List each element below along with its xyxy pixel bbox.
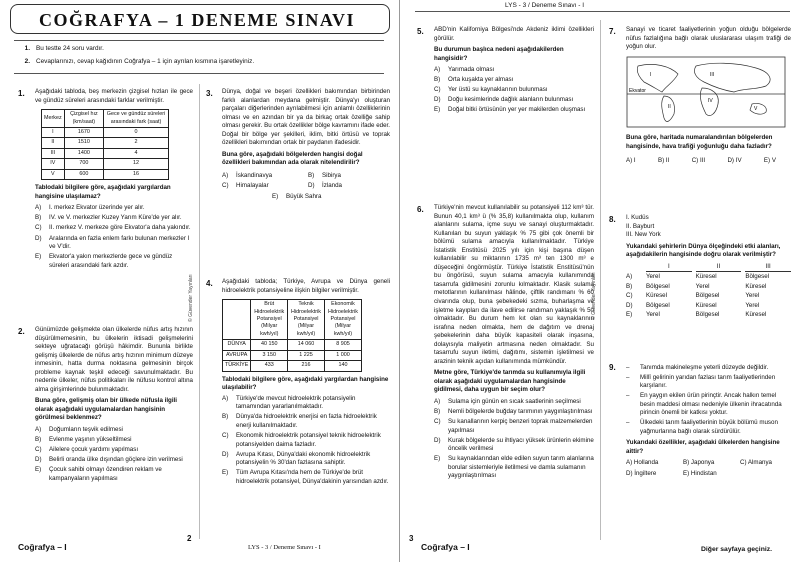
map-region-iii: III [710,71,715,78]
q1-option-d[interactable]: D) Aralarında en fazla enlem farkı bulunan merkezler I ve V'dir. [35,234,190,251]
q7-option-d[interactable]: D) IV [727,157,742,165]
q3-number: 3. [206,89,213,98]
q4-intro: Aşağıdaki tabloda; Türkiye, Avrupa ve Dünya geneli hidroelektrik potansiyeline ilişkin bilgiler verilmiştir. [222,278,390,294]
q9-option-e[interactable]: E) Hindistan [683,470,717,478]
q5-intro: ABD'nin Kaliforniya Bölgesi'nde Akdeniz iklimi özellikleri görülür. [434,26,594,42]
footer-exam-left: LYS - 3 / Deneme Sınavı - I [248,544,321,552]
q5-number: 5. [417,27,424,36]
q7-option-b[interactable]: B) II [657,157,670,165]
footer-subject-left: Coğrafya – I [18,542,67,553]
publisher-mark-left: © Güvender Yayınları [188,274,194,322]
q5-option-c[interactable]: C) Yer üstü su kaynaklarının bulunması [434,86,548,94]
map-region-iv: IV [708,97,713,104]
q3-option-d[interactable]: D) İzlanda [308,182,342,190]
world-map [626,56,786,128]
q4-table: Brüt Hidroelektrik Potansiyel (Milyar kwh/yıl) Teknik Hidroelektrik Potansiyel (Milyar kwh/yıl) Ekonomik Hidroelektrik Potansiyel (Milyar kwh/yıl) DÜNYA 40 150 14 060 8 905 AVRUPA 3 150 1 225 1 000 TÜRKİYE 433 216 140 [222,299,362,372]
q3-stem: Buna göre, aşağıdaki bölgelerden hangisi doğal özellikleri bakımından ada olarak nitelendirilir? [222,150,363,167]
footer-subject-right: Coğrafya – I [421,542,470,553]
q2-option-e[interactable]: E) Çocuk sahibi olmayı özendiren reklam ve kampanyaların yapılması [35,466,162,482]
q1-option-e[interactable]: E) Ekvator'a yakın merkezlerde gece ve gündüz süreleri arasındaki fark azdır. [35,253,173,269]
page-number-right: 3 [409,533,414,543]
question-5 [434,26,594,115]
q1-option-a[interactable]: A) I. merkez Ekvator üzerinde yer alır. [35,204,145,212]
q8-option-a[interactable]: A) [626,273,633,281]
page-title: COĞRAFYA – 1 DENEME SINAVI [39,10,356,30]
q8-stem: Yukarıdaki şehirlerin Dünya ölçeğindeki etki alanları, aşağıdakilerin hangisinde doğru olarak verilmiştir? [626,242,781,259]
equator-label: Ekvator [629,87,646,94]
q4-option-d[interactable]: D) Avrupa Kıtası, Dünya'daki ekonomik hidroelektrik potansiyelin % 30'dan fazlasına sahiptir. [222,450,371,467]
q9-option-c[interactable]: C) Almanya [740,459,772,467]
q6-option-a[interactable]: A) Sulama için günün en sıcak saatlerinin seçilmesi [434,398,581,406]
question-3 [222,88,390,201]
q5-option-a[interactable]: A) Yarımada olması [434,66,495,74]
q9-item-2: – Millî gelirinin yarıdan fazlası tarım faaliyetlerinden karşılanır. [626,373,776,390]
instruction-2: 2. Cevaplarınızı, cevap kağıdının Coğrafya – 1 için ayrılan kısmına işaretleyiniz. [24,57,255,65]
q8-item-1: I. Kudüs [626,214,649,221]
question-9 [626,362,791,479]
q4-option-b[interactable]: B) Dünya'da hidroelektrik enerjisi en fazla hidroelektrik enerji kullanılmaktadır. [222,413,377,429]
q9-options [626,459,791,478]
q8-item-3: III. New York [626,231,661,239]
q6-option-e[interactable]: E) Su kaynaklarından elde edilen suyun tarım alanlarına borular sistemleriyle iletilmesi ve damla sulamanın yaygınlaştırılması [434,455,594,480]
instructions [14,40,384,74]
q8-item-2: II. Bayburt [626,222,655,230]
q3-option-c[interactable]: C) Himalayalar [222,182,269,190]
q6-stem: Metne göre, Türkiye'de tarımda su kullanımıyla ilgili olarak aşağıdaki uygulamalardan hangisinde gidilmesi, daha uygun bir seçim olur? [434,369,586,394]
q2-option-a[interactable]: A) Doğumların teşvik edilmesi [35,426,123,434]
q7-option-a[interactable]: A) I [626,157,636,165]
q1-number: 1. [18,89,25,98]
q7-options [626,157,776,166]
q6-option-d[interactable]: D) Kurak bölgelerde su ihtiyacı yüksek ürünlerin ekimine öncelik verilmesi [434,436,594,453]
q9-option-a[interactable]: A) Hollanda [626,459,659,467]
q2-stem: Buna göre, gelişmiş olan bir ülkede nüfusla ilgili olarak aşağıdaki uygulamalardan hangisinin görülmesi beklenmez? [35,397,177,422]
q6-intro: Türkiye'nin mevcut kullanılabilir su potansiyeli 112 km³ tür. Bunun 40,1 km³ ü (% 35,8) kullanılmakta olup, kullanım alanlarını sulama, içme suyu ve sanayi oluşturmaktadır. Kullanılan bu suyun yaklaşık % 75 gibi çok önemli bir bölümü sulama amacıyla kullanılmaktadır. Türkiye İstatistik Enstitüsü 2025 yılı için kişi başına düşen kullanılabilir su miktarının 1735 m³ ten 1300 m³ e düşeceğini öngörmüştür. Türkiye İstatistik Enstitüsü'nün bu öngörüsü, suyun sulama amacıyla kullanımında tasarrufa gidilmesini zorunlu kılmaktadır. Klasik sulama metotlarının kullanılması hâlinde, çiftlik randımanı % 60 civarında olup, buna şebekedeki sızma, buharlaşma ve işletme kayıpları da ilave edilirse randıman yaklaşık % 50 olmaktadır. Bu durum hem kıt olan su kaynaklarının israfına neden olmakta, hem de dağıtım ve drenaj şebekelerinin daha büyük kapasiteli olarak inşasına, dolayısıyla maliyetin artmasına neden olmaktadır. Su tasarrufu suyun iletimi, dağıtımı, sistemin işletilmesi ve arazinin teknik açıdan kullanımında mümkündür. [434,204,594,365]
column-divider [199,84,200,539]
q4-number: 4. [206,279,213,288]
q2-number: 2. [18,327,25,336]
page-right [401,0,800,562]
q3-option-b[interactable]: B) Sibirya [308,172,341,180]
q5-stem: Bu durumun başlıca nedeni aşağıdakilerden hangisidir? [434,46,564,62]
q9-number: 9. [609,363,616,372]
q2-option-d[interactable]: D) Belirli oranda ülke dışından göçlere izin verilmesi [35,456,183,464]
q9-item-3: – En yaygın ekilen ürün pirinçtir. Ancak halkın temel besin maddesi olması nedeniyle ülkenin ihracatında pirincin önemli bir katkısı yoktur. [626,392,782,417]
q1-option-b[interactable]: B) IV. ve V. merkezler Kuzey Yarım Küre'de yer alır. [35,214,182,222]
q3-option-e[interactable]: E) Büyük Sahra [272,192,322,200]
question-1 [35,88,193,270]
instruction-1: 1. Bu testte 24 soru vardır. [24,45,104,52]
question-8 [626,214,791,320]
q4-option-e[interactable]: E) Tüm Avrupa Kıtası'nda hem de Türkiye'de brüt hidroelektrik potansiyel, Dünya'dakinin yarısından azdır. [222,469,389,485]
question-7 [626,26,791,166]
q3-options [222,171,390,191]
q6-option-c[interactable]: C) Su kanallarının kerpiç benzeri toprak malzemelerden yapılması [434,418,593,434]
map-region-i: I [650,71,652,78]
q4-option-c[interactable]: C) Ekonomik hidroelektrik potansiyel teknik hidroelektrik potansiyelden daima fazladır. [222,432,381,448]
question-2 [35,326,193,483]
next-page-note: Diğer sayfaya geçiniz. [701,545,773,553]
q8-options: I II III A) Yerel Küresel Bölgesel B) Bölgesel Yerel Küresel C) Küresel Bölgesel Yerel D) Bölgesel Küresel Yerel E) Yerel Bölgesel Küresel [626,263,791,320]
q7-option-c[interactable]: C) III [691,157,706,165]
map-region-ii: II [668,103,671,110]
q5-option-e[interactable]: E) Doğal bitki örtüsünün yer yer makilerden oluşması [434,106,586,114]
q9-option-d[interactable]: D) İngiltere [626,470,657,478]
q7-option-e[interactable]: E) V [763,157,776,165]
q8-option-d[interactable]: D) [626,301,633,309]
page-number-left: 2 [187,533,192,543]
q7-intro: Sanayi ve ticaret faaliyetlerinin yoğun olduğu bölgelerde nüfus fazlalığına bağlı olarak uluslararası ulaşım trafiği de yoğun olur. [626,26,791,51]
q1-table: Merkez Çizgisel hız (km/saat) Gece ve gündüz süreleri arasındaki fark (saat) I 1670 0 II 1510 2 III 1400 4 IV 700 12 V 600 16 [41,109,169,180]
q7-stem: Buna göre, haritada numaralandırılan bölgelerden hangisinde, hava trafiği yoğunluğu daha fazladır? [626,134,773,150]
q6-number: 6. [417,205,424,214]
q2-option-c[interactable]: C) Ailelere çocuk yardımı yapılması [35,446,139,454]
q1-stem: Tablodaki bilgilere göre, aşağıdaki yargılardan hangisine ulaşılamaz? [35,184,171,200]
column-divider-right [600,20,601,540]
q5-option-d[interactable]: D) Doğu kesimlerinde dağlık alanların bulunması [434,96,574,104]
map-region-v: V [754,105,758,112]
q5-option-b[interactable]: B) Orta kuşakta yer alması [434,76,514,84]
q8-option-e[interactable]: E) [626,311,633,319]
q4-stem: Tablodaki bilgilere göre, aşağıdaki yargılardan hangisine ulaşılabilir? [222,375,389,392]
q1-option-c[interactable]: C) II. merkez V. merkeze göre Ekvator'a daha yakındır. [35,224,191,232]
q3-intro: Dünya, doğal ve beşeri özellikleri bakımından birbirinden farklı alanlardan meydana gelmiştir. Dünya'yı oluşturan parçaları diğerlerinden ayrılabilmesi için anlamlı özelliklerinin olması ve en azından bir ya da birkaç ortak özelliğe sahip olması gerekir. Bu ortak özellikler bölge kavramını ifade eder. Doğal bir bölge yer şekilleri, iklim, bitki örtüsü ve toprak özellikleri bakımından ortak bir paydanın ifadesidir. [222,88,390,147]
q6-option-b[interactable]: B) Nemli bölgelerde buğday tarımının yaygınlaştırılması [434,408,593,416]
q2-intro: Günümüzde gelişmekte olan ülkelerde nüfus artış hızının düşürülmemesinin, bu ülkelerin iktisadi gelişmelerini sekteye uğratacağı görüşü hâkimdir. Bununla birlikte gelişmiş ülkelerde de nüfus artış hızının minimum düzeye inmesinin, hatta durma noktasına gelmesinin birçok probleme kaynak teşkil edeceği savunulmaktadır. Bu nedenle ülkeler, nüfus politikaları ile nüfusu kontrol altına alma girişimlerinde bulunmaktadır. [35,326,193,393]
q8-option-c[interactable]: C) [626,292,633,300]
q2-option-b[interactable]: B) Evlenme yaşının yükseltilmesi [35,436,132,444]
question-6 [434,204,594,481]
q8-option-b[interactable]: B) [626,282,633,290]
q7-number: 7. [609,27,616,36]
q4-option-a[interactable]: A) Türkiye'de mevcut hidroelektrik potansiyelin tamamından yararlanılmaktadır. [222,394,356,411]
q9-stem: Yukarıdaki özellikler, aşağıdaki ülkelerden hangisine aittir? [626,439,780,455]
publisher-mark-right: © Güvender Yayınları [591,272,597,320]
top-header-bar [415,2,790,12]
top-exam-label: LYS - 3 / Deneme Sınavı - I [505,2,584,9]
q3-option-a[interactable]: A) İskandinavya [222,172,273,180]
q9-option-b[interactable]: B) Japonya [683,459,715,467]
q8-number: 8. [609,215,616,224]
q1-intro: Aşağıdaki tabloda, beş merkezin çizgisel hızları ile gece ve gündüz süreleri arasındaki farklar verilmiştir. [35,88,193,104]
question-4 [222,278,390,486]
exam-header [10,4,390,34]
q9-item-1: – Tanımda makineleşme yeterli düzeyde değildir. [626,363,769,371]
q9-item-4: – Ülkedeki tarım faaliyetlerinin büyük bölümü muson yağmurlarına bağlı olarak sürdürülür. [626,419,778,435]
